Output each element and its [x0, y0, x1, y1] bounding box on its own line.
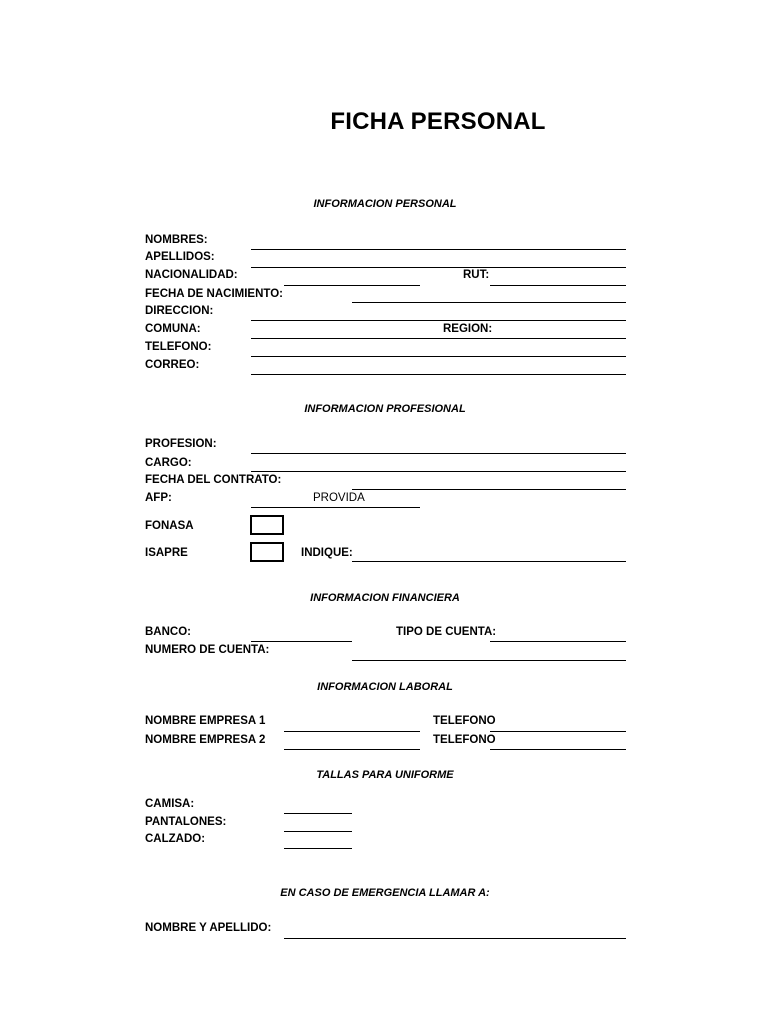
pantalones-label: PANTALONES:	[145, 816, 227, 828]
isapre-label: ISAPRE	[145, 547, 188, 559]
calzado-field[interactable]	[284, 848, 352, 849]
empresa1-telefono-field[interactable]	[490, 731, 626, 732]
nombre-apellido-label: NOMBRE Y APELLIDO:	[145, 922, 272, 934]
indique-label: INDIQUE:	[301, 547, 353, 559]
comuna-region-field[interactable]	[251, 338, 626, 339]
fecha-contrato-label: FECHA DEL CONTRATO:	[145, 474, 282, 486]
nombre-apellido-field[interactable]	[284, 938, 626, 939]
empresa1-label: NOMBRE EMPRESA 1	[145, 715, 266, 727]
correo-label: CORREO:	[145, 359, 200, 371]
profesion-label: PROFESION:	[145, 438, 217, 450]
cargo-field[interactable]	[251, 471, 626, 472]
section-heading-tallas: TALLAS PARA UNIFORME	[316, 769, 454, 781]
rut-field[interactable]	[490, 285, 626, 286]
afp-label: AFP:	[145, 492, 172, 504]
afp-value: PROVIDA	[313, 492, 365, 504]
section-heading-profesional: INFORMACION PROFESIONAL	[304, 403, 466, 415]
nombres-field[interactable]	[251, 249, 626, 250]
section-heading-emergencia: EN CASO DE EMERGENCIA LLAMAR A:	[280, 887, 490, 899]
correo-field[interactable]	[251, 374, 626, 375]
empresa2-label: NOMBRE EMPRESA 2	[145, 734, 266, 746]
empresa1-field[interactable]	[284, 731, 420, 732]
apellidos-field[interactable]	[251, 267, 626, 268]
empresa2-field[interactable]	[284, 749, 420, 750]
fecha-nacimiento-field[interactable]	[352, 302, 626, 303]
fecha-contrato-field[interactable]	[352, 489, 626, 490]
pantalones-field[interactable]	[284, 831, 352, 832]
camisa-label: CAMISA:	[145, 798, 195, 810]
indique-field[interactable]	[352, 561, 626, 562]
tipo-cuenta-label: TIPO DE CUENTA:	[396, 626, 497, 638]
comuna-label: COMUNA:	[145, 323, 201, 335]
nombres-label: NOMBRES:	[145, 234, 208, 246]
fonasa-checkbox[interactable]	[250, 515, 284, 535]
fonasa-label: FONASA	[145, 520, 194, 532]
numero-cuenta-label: NUMERO DE CUENTA:	[145, 644, 270, 656]
empresa2-telefono-label: TELEFONO	[433, 734, 496, 746]
section-heading-financiera: INFORMACION FINANCIERA	[310, 592, 460, 604]
fecha-nacimiento-label: FECHA DE NACIMIENTO:	[145, 288, 283, 300]
banco-field[interactable]	[251, 641, 352, 642]
tipo-cuenta-field[interactable]	[490, 641, 626, 642]
empresa1-telefono-label: TELEFONO	[433, 715, 496, 727]
calzado-label: CALZADO:	[145, 833, 206, 845]
telefono-label: TELEFONO:	[145, 341, 212, 353]
page-title: FICHA PERSONAL	[330, 108, 546, 135]
section-heading-personal: INFORMACION PERSONAL	[313, 198, 457, 210]
section-heading-laboral: INFORMACION LABORAL	[317, 681, 453, 693]
isapre-checkbox[interactable]	[250, 542, 284, 562]
apellidos-label: APELLIDOS:	[145, 251, 215, 263]
afp-field[interactable]	[251, 507, 420, 508]
nacionalidad-field[interactable]	[284, 285, 420, 286]
banco-label: BANCO:	[145, 626, 191, 638]
direccion-label: DIRECCION:	[145, 305, 214, 317]
numero-cuenta-field[interactable]	[352, 660, 626, 661]
rut-label: RUT:	[463, 269, 490, 281]
direccion-field[interactable]	[251, 320, 626, 321]
nacionalidad-label: NACIONALIDAD:	[145, 269, 238, 281]
telefono-field[interactable]	[251, 356, 626, 357]
cargo-label: CARGO:	[145, 457, 192, 469]
camisa-field[interactable]	[284, 813, 352, 814]
region-label: REGION:	[443, 323, 493, 335]
empresa2-telefono-field[interactable]	[490, 749, 626, 750]
profesion-field[interactable]	[251, 453, 626, 454]
